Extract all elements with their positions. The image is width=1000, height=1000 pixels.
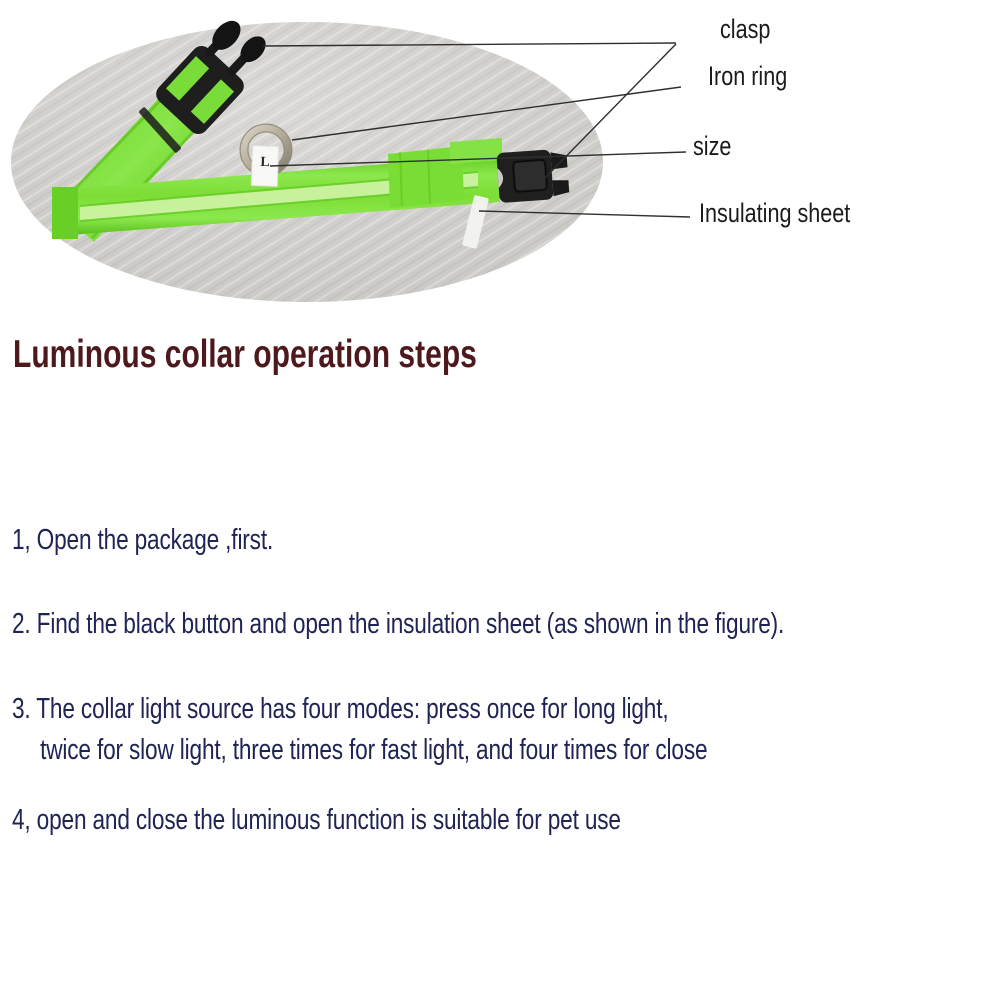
step-3 (12, 689, 707, 771)
product-photo (0, 0, 660, 340)
label-size: size (693, 131, 732, 161)
step-2 (12, 604, 784, 645)
step-3-text-line-2: twice for slow light, three times for fast light, and four times for close (40, 734, 708, 766)
size-tag-letter: L (260, 154, 271, 171)
step-3-text-line-1: 3. The collar light source has four modes: press once for long light, (12, 693, 669, 725)
step-4-text: 4, open and close the luminous function is suitable for pet use (12, 804, 621, 836)
step-4 (12, 800, 621, 841)
step-1 (12, 520, 273, 561)
page-title: Luminous collar operation steps (13, 333, 477, 376)
label-clasp: clasp (720, 14, 771, 44)
step-1-text: 1, Open the package ,first. (12, 524, 274, 556)
step-2-text: 2. Find the black button and open the insulation sheet (as shown in the figure). (12, 608, 785, 640)
label-insulating-sheet: Insulating sheet (699, 198, 851, 228)
label-iron-ring: Iron ring (708, 61, 788, 91)
size-tag (251, 146, 278, 187)
